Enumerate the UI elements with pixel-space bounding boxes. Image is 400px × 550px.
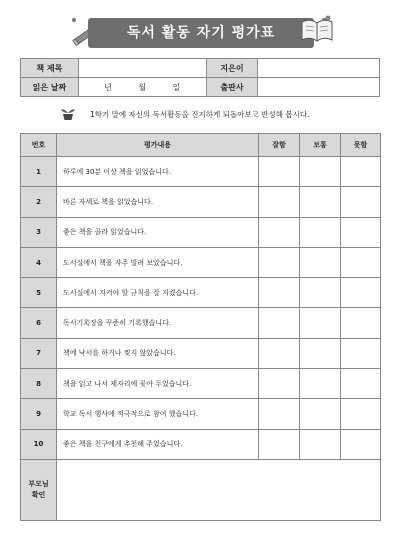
row-text: 학교 독서 행사에 적극적으로 참여 했습니다. — [57, 399, 259, 429]
table-row — [21, 338, 381, 368]
book-title-field[interactable] — [78, 59, 206, 78]
table-row — [21, 308, 381, 338]
check-cell-good[interactable] — [259, 429, 300, 459]
author-field[interactable] — [258, 59, 380, 78]
check-cell-good[interactable] — [259, 217, 300, 247]
check-cell-poor[interactable] — [341, 399, 381, 429]
col-header-good: 잘함 — [259, 134, 300, 157]
check-cell-poor[interactable] — [341, 308, 381, 338]
col-header-normal: 보통 — [300, 134, 341, 157]
row-number: 4 — [21, 247, 57, 277]
check-cell-normal[interactable] — [300, 217, 341, 247]
table-row — [21, 187, 381, 217]
row-text: 도서실에서 지켜야 할 규칙을 잘 지켰습니다. — [57, 278, 259, 308]
row-number: 8 — [21, 369, 57, 399]
row-text: 책에 낙서를 하거나 찢지 않았습니다. — [57, 338, 259, 368]
parent-signature-field[interactable] — [57, 459, 381, 520]
table-row — [21, 157, 381, 187]
col-header-poor: 못함 — [341, 134, 381, 157]
evaluation-table — [20, 133, 381, 521]
check-cell-poor[interactable] — [341, 187, 381, 217]
check-cell-good[interactable] — [259, 247, 300, 277]
row-number: 3 — [21, 217, 57, 247]
check-cell-normal[interactable] — [300, 187, 341, 217]
check-cell-poor[interactable] — [341, 247, 381, 277]
book-title-label: 책 제목 — [21, 59, 79, 78]
row-number: 6 — [21, 308, 57, 338]
check-cell-normal[interactable] — [300, 247, 341, 277]
table-row — [21, 399, 381, 429]
check-cell-good[interactable] — [259, 338, 300, 368]
check-cell-normal[interactable] — [300, 308, 341, 338]
check-cell-normal[interactable] — [300, 157, 341, 187]
publisher-label: 출판사 — [206, 78, 258, 97]
check-cell-poor[interactable] — [341, 278, 381, 308]
row-text: 독서기록장을 꾸준히 기록했습니다. — [57, 308, 259, 338]
check-cell-poor[interactable] — [341, 217, 381, 247]
month-unit: 월 — [138, 82, 147, 92]
check-cell-normal[interactable] — [300, 429, 341, 459]
table-row — [21, 278, 381, 308]
row-text: 책을 읽고 나서 제자리에 꽂아 두었습니다. — [57, 369, 259, 399]
day-unit: 일 — [172, 82, 181, 92]
check-cell-poor[interactable] — [341, 369, 381, 399]
read-date-field[interactable] — [78, 78, 206, 97]
check-cell-normal[interactable] — [300, 278, 341, 308]
table-row — [21, 429, 381, 459]
parent-label-line1: 부모님 — [28, 479, 49, 488]
title-banner — [88, 18, 314, 48]
row-text: 하루에 30분 이상 책을 읽었습니다. — [57, 157, 259, 187]
check-cell-normal[interactable] — [300, 338, 341, 368]
check-cell-poor[interactable] — [341, 338, 381, 368]
parent-confirm-row — [21, 459, 381, 520]
row-number: 1 — [21, 157, 57, 187]
row-text: 좋은 책을 골라 읽었습니다. — [57, 217, 259, 247]
check-cell-poor[interactable] — [341, 157, 381, 187]
open-book-icon — [300, 14, 334, 44]
page-title: 독서 활동 자기 평가표 — [126, 25, 276, 41]
row-number: 10 — [21, 429, 57, 459]
check-cell-good[interactable] — [259, 278, 300, 308]
check-cell-poor[interactable] — [341, 429, 381, 459]
read-date-label: 읽은 날짜 — [21, 78, 79, 97]
row-number: 7 — [21, 338, 57, 368]
check-cell-good[interactable] — [259, 308, 300, 338]
table-row — [21, 369, 381, 399]
row-number: 2 — [21, 187, 57, 217]
instruction-row — [60, 107, 380, 121]
row-number: 9 — [21, 399, 57, 429]
instruction-text: 1학기 말에 자신의 독서활동을 진지하게 되돌아보고 반성해 봅시다. — [90, 109, 310, 119]
plant-pot-icon — [60, 107, 76, 121]
row-number: 5 — [21, 278, 57, 308]
check-cell-normal[interactable] — [300, 369, 341, 399]
parent-confirm-label — [21, 459, 57, 520]
check-cell-good[interactable] — [259, 369, 300, 399]
col-header-content: 평가내용 — [57, 134, 259, 157]
author-label: 지은이 — [206, 59, 258, 78]
col-header-number: 번호 — [21, 134, 57, 157]
row-text: 좋은 책을 친구에게 추천해 주었습니다. — [57, 429, 259, 459]
table-row — [21, 217, 381, 247]
book-info-table — [20, 58, 380, 97]
check-cell-good[interactable] — [259, 187, 300, 217]
check-cell-good[interactable] — [259, 399, 300, 429]
check-cell-normal[interactable] — [300, 399, 341, 429]
parent-label-line2: 확인 — [31, 490, 46, 499]
year-unit: 년 — [104, 82, 112, 92]
table-row — [21, 247, 381, 277]
check-cell-good[interactable] — [259, 157, 300, 187]
row-text: 도서실에서 책을 자주 빌려 보았습니다. — [57, 247, 259, 277]
publisher-field[interactable] — [258, 78, 380, 97]
row-text: 바른 자세로 책을 읽었습니다. — [57, 187, 259, 217]
